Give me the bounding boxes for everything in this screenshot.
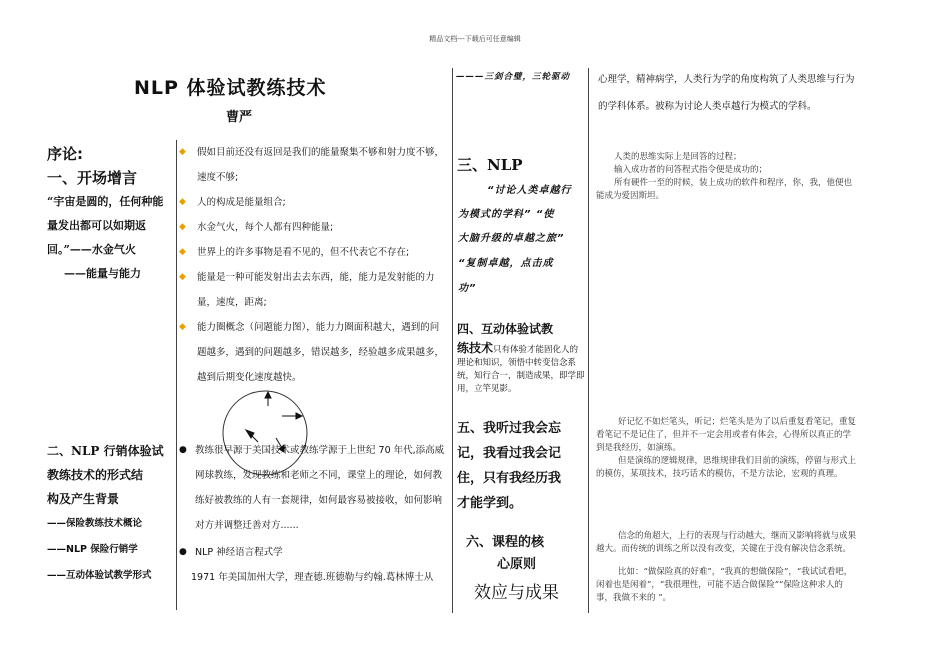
- section-3-heading: 三、NLP: [457, 156, 523, 174]
- section-3-quote-3: 大脑升级的卓越之旅”: [458, 233, 565, 244]
- diamond-bullet-icon: ◆: [179, 222, 186, 232]
- right-para-3: 好记忆不如烂笔头，听记；烂笔头是为了以后重复看笔记，重复看笔记不是记住了，但并不一定会用或者有体会，心得所以真正的学到是我经历，如演练。: [596, 417, 857, 453]
- section-2-heading-line-3: 构及产生背景: [47, 492, 120, 506]
- right-para-6: 比如：“做保险真的好难”，“我真的想做保险”，“我试试看吧，闲着也是闲着”，“我很理性，可能不适合做保险”“保险这种求人的事，我做不来的 ”。: [596, 567, 853, 603]
- section-3-quote-2: 为模式的学科” “使: [458, 209, 555, 220]
- section-3-quote-1: “讨论人类卓越行: [487, 185, 572, 196]
- coaching-origin-text: 教练很早源于美国技术或教练学源于上世纪 70 年代,添高威网球教练，发现教练和老师之不同，课堂上的理论，如何教练好被教练的人有一套规律，如何最容易被接收，如何影响对方并调整迁善对方......: [195, 445, 445, 531]
- list-item: ◆ 假如目前还没有返回是我们的能量聚集不够和射力度不够，速度不够;: [179, 140, 447, 190]
- quote-line-3: 回。”——水金气火: [47, 243, 136, 256]
- section-2-heading-line-2: 教练技术的形式结: [47, 468, 144, 482]
- section-6-line-1: 六、课程的核: [466, 535, 545, 550]
- list-item: ◆ 能力圈概念（问题能力图），能力力圈面积越大，遇到的问题越多，遇到的问题越多，错误越多，经验越多成果越多，越到后期变化速度越快。: [179, 315, 447, 390]
- section-3-quote-5: 功”: [458, 283, 477, 294]
- quote-line-2: 量发出都可以如期返: [47, 219, 146, 232]
- section-5-line-3: 住，只有我经历我: [457, 471, 562, 486]
- column-divider-middle: [452, 68, 453, 613]
- header-note: 精品文档---下载后可任意编辑: [429, 35, 521, 43]
- section-6-line-3: 效应与成果: [474, 583, 559, 603]
- diamond-bullet-icon: ◆: [179, 147, 186, 157]
- section-1-heading: 一、开场增言: [47, 169, 138, 187]
- section-5-line-4: 才能学到。: [457, 496, 523, 511]
- nlp-definition-continued: 心理学，精神病学，人类行为学的角度构筑了人类思维与行为的学科体系。被称为讨论人类卓越行为模式的学科。: [598, 74, 855, 112]
- section-5-line-2: 记，我看过我会记: [457, 446, 562, 461]
- coaching-origin-block: [179, 438, 447, 590]
- list-item: ◆ 世界上的许多事物是看不见的，但不代表它不存在;: [179, 240, 447, 265]
- section-3-quote-4: “复制卓越，点击成: [458, 258, 554, 269]
- quote-line-1: “宇宙是圆的，任何种能: [47, 195, 164, 208]
- quote-line-4: ——能量与能力: [64, 267, 141, 280]
- right-para-2-line-2: 输入成功者的问答程式指令便是成功的；: [614, 165, 768, 175]
- right-para-2-line-3: 所有硬件一至的时候，装上成功的软件和程序，你，我，他便也能成为爱因斯坦。: [596, 178, 853, 201]
- column-divider-right: [588, 68, 589, 613]
- nlp-origin-text: 1971 年美国加州大学，理查德.班德勒与约翰.葛林博士从: [191, 572, 434, 583]
- preface-heading: 序论:: [47, 145, 83, 163]
- section-4-heading-line-1: 四、互动体验试教: [457, 322, 554, 336]
- page-title: NLP 体验试教练技术: [134, 77, 327, 99]
- section-4-heading-line-2: 练技术: [457, 341, 494, 355]
- dot-bullet-icon: ●: [179, 445, 187, 455]
- section-4-block: [457, 342, 585, 396]
- section-4-text: 只有体验才能固化人的理论和知识，领悟中转变信念系统，知行合一，制造成果，即学即用，立竿见影。: [457, 345, 585, 394]
- energy-bullet-list: [179, 140, 447, 390]
- section-2-sub-3: ——互动体验试教学形式: [47, 570, 152, 581]
- author-name: 曹严: [226, 110, 253, 125]
- column-divider-left: [176, 140, 177, 610]
- right-para-2: [596, 151, 858, 203]
- section-5-line-1: 五、我听过我会忘: [457, 421, 562, 436]
- right-para-5: 信念的角超大，上行的表现与行动越大，继而又影响将就与成果越大。而传统的训练之所以没有改变，关键在于没有解决信念系统。: [596, 531, 857, 554]
- diamond-bullet-icon: ◆: [179, 272, 186, 282]
- list-item: ◆ 水金气火，每个人都有四种能量;: [179, 215, 447, 240]
- section-2-heading-line-1: 二、NLP 行销体验试: [47, 444, 164, 458]
- right-para-4: 但是演练的逻辑规律，思维规律我们目前的演练，停留与形式上的模仿，某项技术，技巧话术的模仿，不是方法论，宏观的真理。: [596, 456, 857, 479]
- right-para-2-line-1: 人类的思维实际上是回答的过程；: [614, 152, 742, 162]
- section-2-sub-1: ——保险教练技术概论: [47, 518, 143, 529]
- dot-bullet-icon: ●: [179, 547, 187, 557]
- section-2-sub-2: ——NLP 保险行销学: [47, 544, 138, 555]
- diamond-bullet-icon: ◆: [179, 247, 186, 257]
- section-6-line-2: 心原则: [497, 557, 537, 572]
- three-swords-line: ———三剑合璧，三轮驱动: [456, 72, 571, 82]
- diamond-bullet-icon: ◆: [179, 197, 186, 207]
- diamond-bullet-icon: ◆: [179, 322, 186, 332]
- nlp-definition-text: NLP 神经语言程式学: [195, 547, 283, 558]
- list-item: ◆ 能量是一种可能发射出去去东西，能，能力是发射能的力量，速度，距离;: [179, 265, 447, 315]
- list-item: ◆ 人的构成是能量组合;: [179, 190, 447, 215]
